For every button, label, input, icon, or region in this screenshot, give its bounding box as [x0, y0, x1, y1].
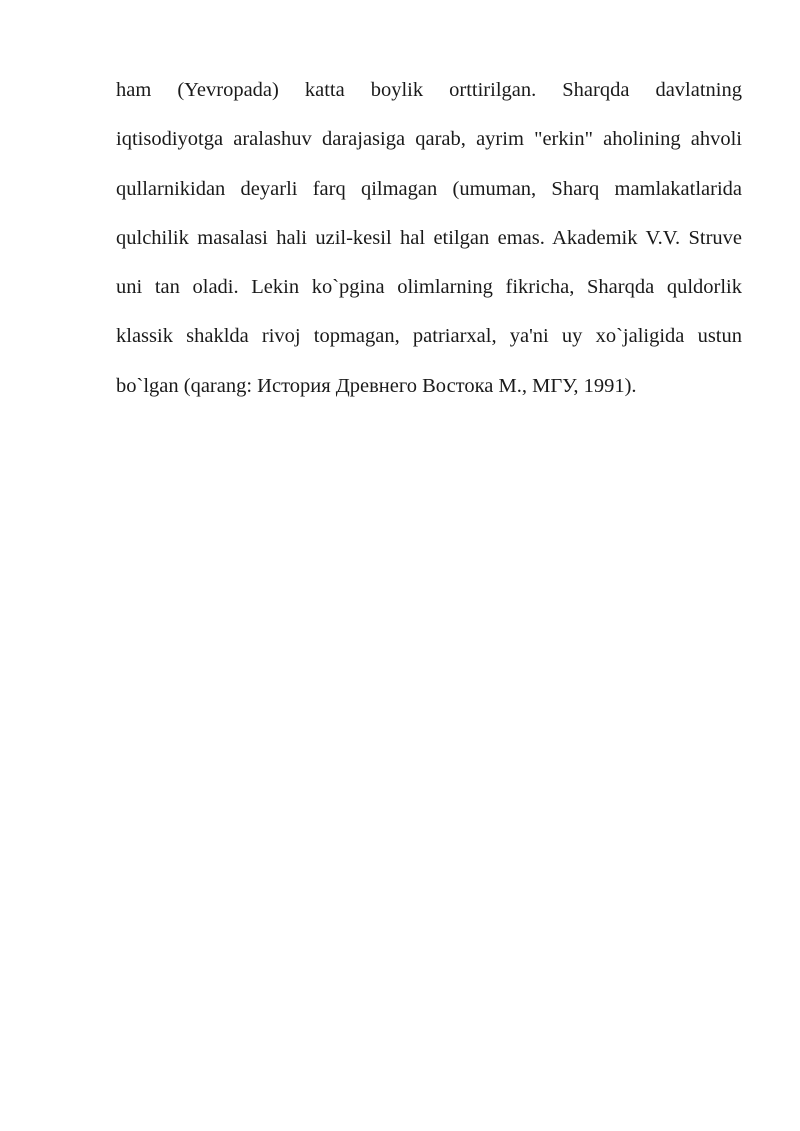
paragraph-line: ham (Yevropada) katta boylik orttirilgan. Sharqda davlatning	[116, 79, 742, 101]
body-paragraph	[116, 70, 742, 415]
paragraph-line: uni tan oladi. Lekin ko`pgina olimlarning fikricha, Sharqda quldorlik	[116, 276, 742, 299]
paragraph-line: qulchilik masalasi hali uzil-kesil hal etilgan emas. Akademik V.V. Struve	[116, 226, 742, 249]
paragraph-line: bo`lgan (qarang: История Древнего Востока М., МГУ, 1991).	[116, 374, 637, 397]
paragraph-line: qullarnikidan deyarli farq qilmagan (umuman, Sharq mamlakatlarida	[116, 177, 742, 200]
paragraph-line: iqtisodiyotga aralashuv darajasiga qarab, ayrim "erkin" aholining ahvoli	[116, 128, 742, 151]
paragraph-line: klassik shaklda rivoj topmagan, patriarxal, ya'ni uy xo`jaligida ustun	[116, 325, 742, 348]
